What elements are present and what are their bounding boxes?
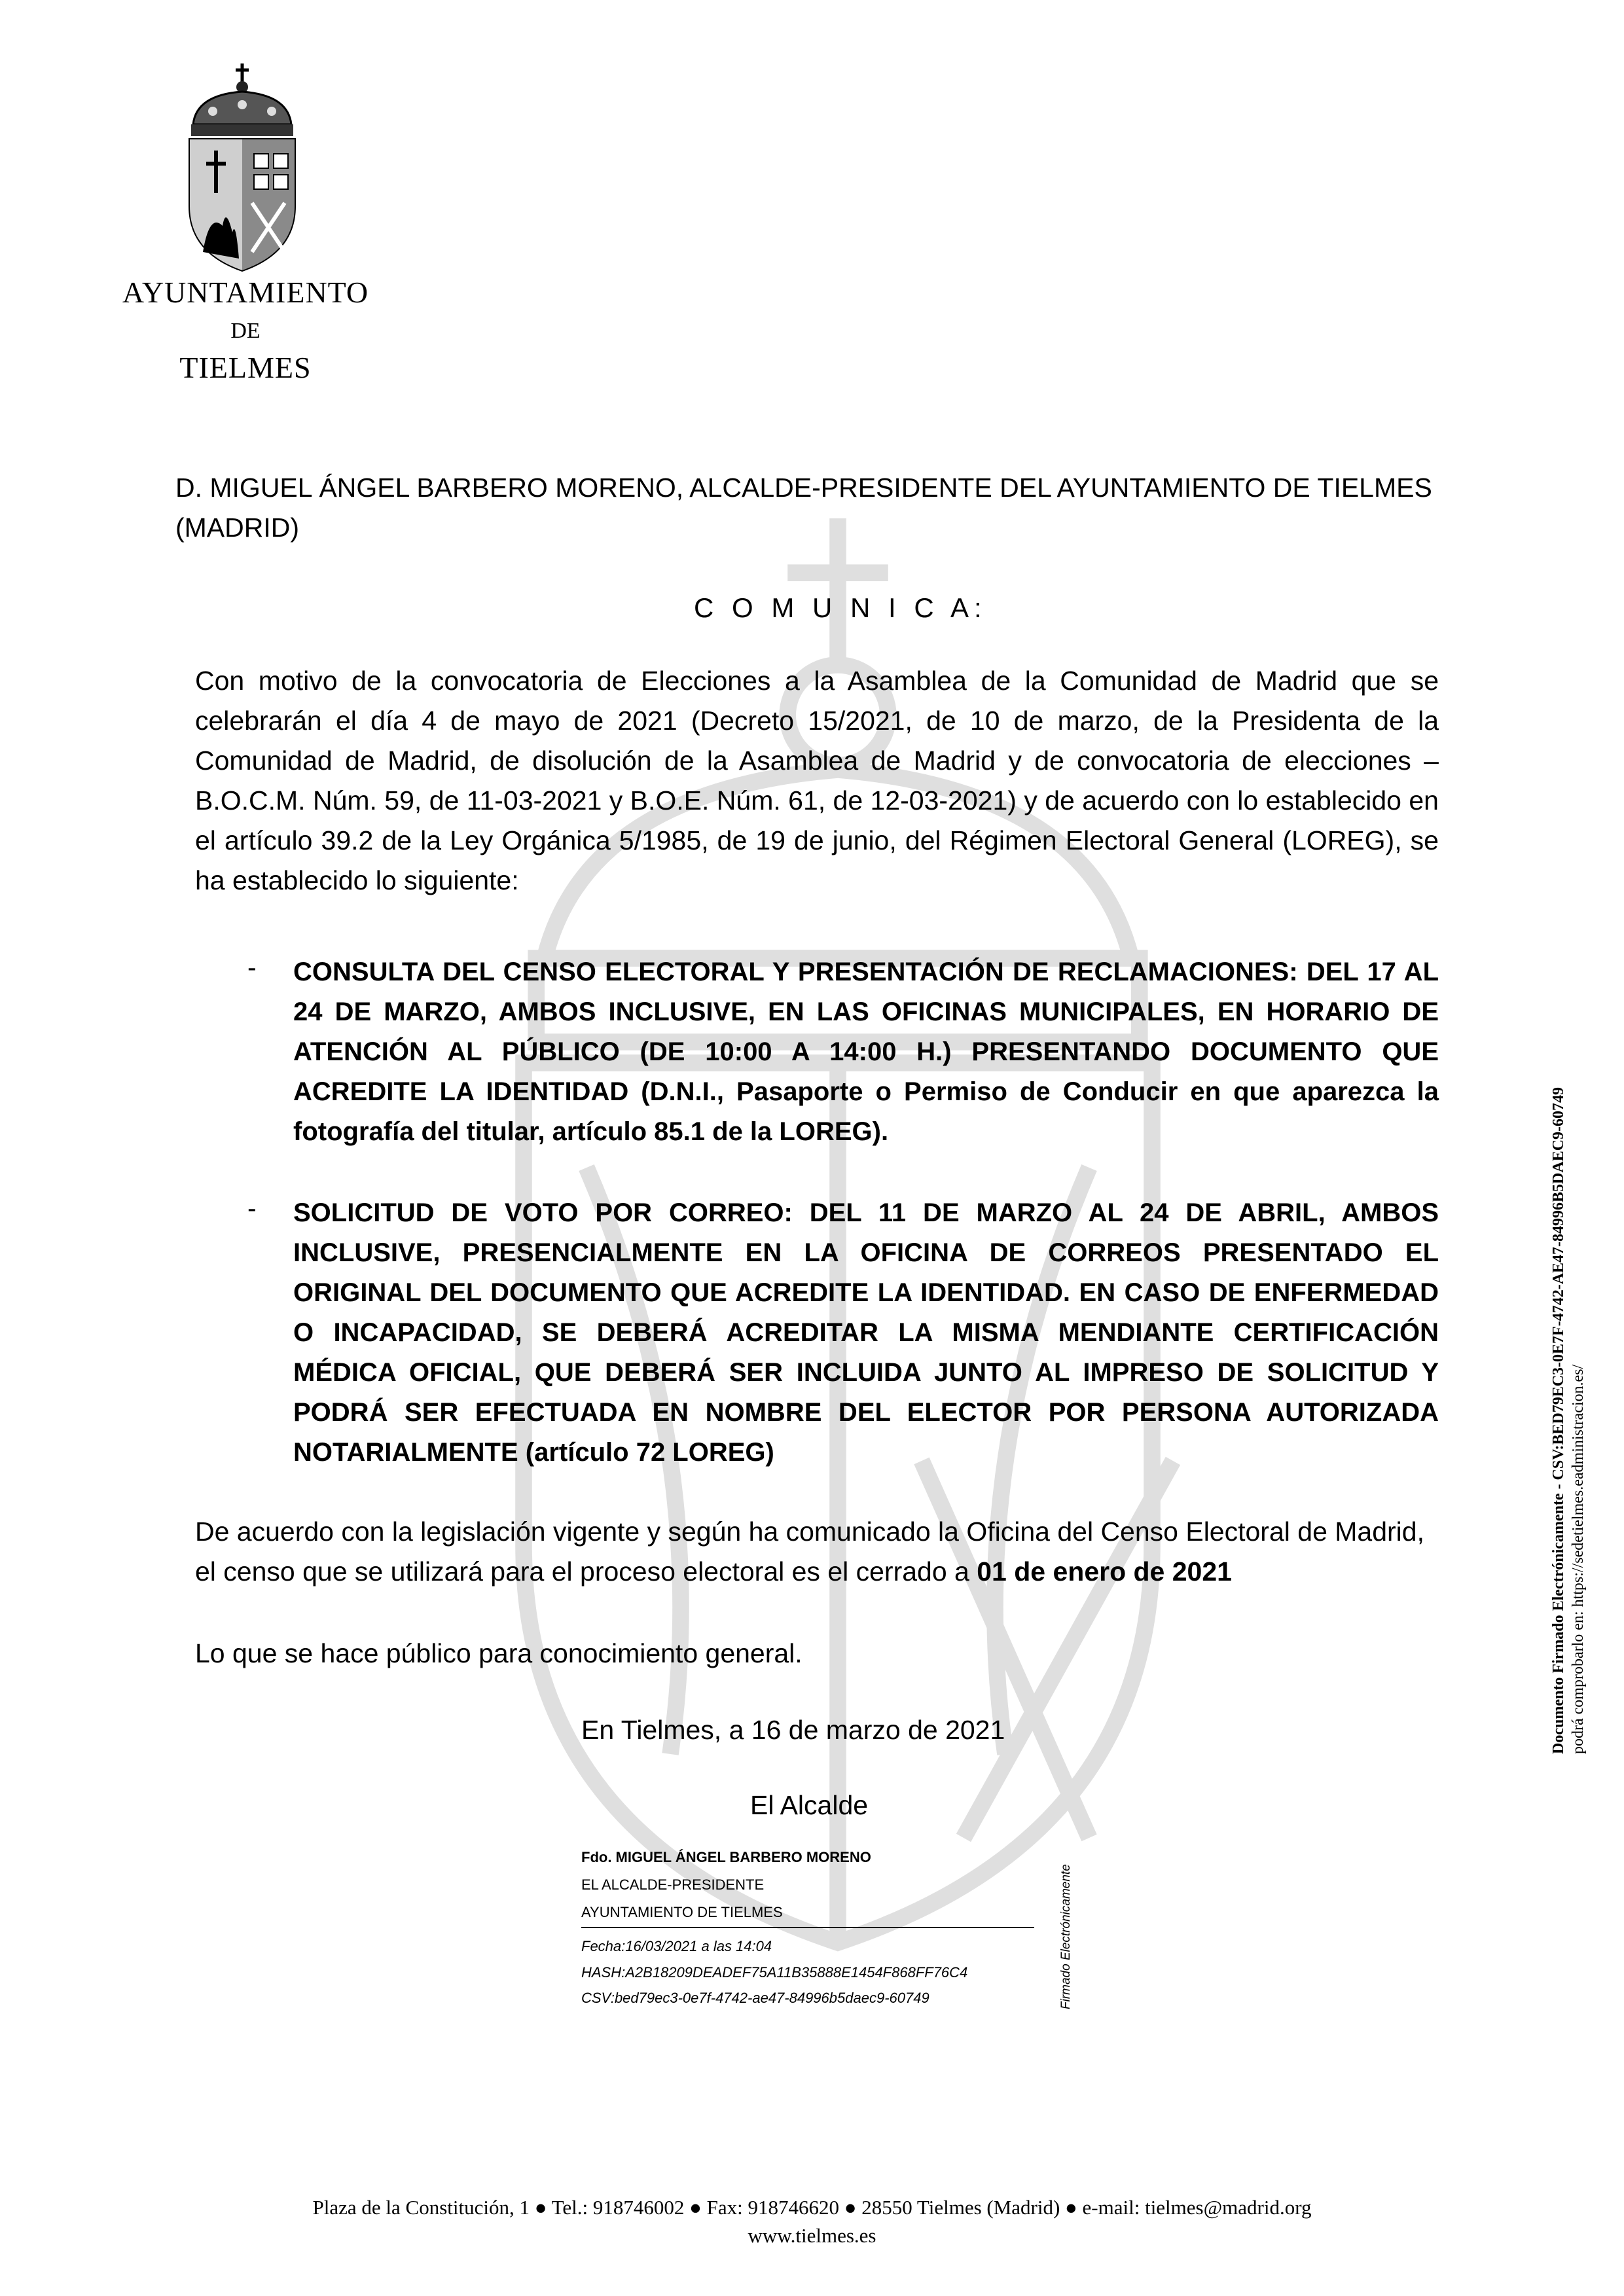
census-paragraph-text: De acuerdo con la legislación vigente y según ha comunicado la Oficina del Censo Electoral de Madrid, el censo que se utilizará para el proceso electoral es el cerrado a xyxy=(195,1516,1424,1587)
census-date: 01 de enero de 2021 xyxy=(977,1556,1232,1587)
bullet-census-consultation: CONSULTA DEL CENSO ELECTORAL Y PRESENTACIÓN DE RECLAMACIONES: DEL 17 AL 24 DE MARZO, AMBOS INCLUSIVE, EN LAS OFICINAS MUNICIPALES, EN HORARIO DE ATENCIÓN AL PÚBLICO (DE 10:00 A 14:00 H.) PRESENTANDO DOCUMENTO QUE ACREDITE LA IDENTIDAD (D.N.I., Pasaporte o Permiso de Conducir en que aparezca la fotografía del titular, artículo 85.1 de la LOREG). xyxy=(293,958,1439,1146)
org-name-line3: TIELMES xyxy=(179,351,312,384)
footer-website[interactable]: www.tielmes.es xyxy=(748,2224,876,2247)
org-name-line1: AYUNTAMIENTO xyxy=(122,276,369,309)
signature-divider xyxy=(581,1927,1034,1928)
closing-paragraph: Lo que se hace público para conocimiento general. xyxy=(195,1638,803,1668)
org-name-line2: DE xyxy=(230,319,261,343)
footer-contact: Plaza de la Constitución, 1 ● Tel.: 918746002 ● Fax: 918746620 ● 28550 Tielmes (Madrid) ● e-mail: tielmes@madrid.org xyxy=(312,2196,1312,2219)
signed-electronically-note: Firmado Electrónicamente xyxy=(1059,1864,1073,2009)
bullet-marker: - xyxy=(247,952,257,982)
intro-paragraph: Con motivo de la convocatoria de Elecciones a la Asamblea de la Comunidad de Madrid que se celebrarán el día 4 de mayo de 2021 (Decreto 15/2021, de 10 de marzo, de la Presidenta de la Comunidad de Madrid, de disolución de la Asamblea de Madrid y de convocatoria de elecciones – B.O.C.M. Núm. 59, de 11-03-2021 y B.O.E. Núm. 61, de 12-03-2021) y de acuerdo con lo establecido en el artículo 39.2 de la Ley Orgánica 5/1985, de 19 de junio, del Régimen Electoral General (LOREG), se ha establecido lo siguiente: xyxy=(195,666,1439,895)
signature-hash: HASH:A2B18209DEADEF75A11B35888E1454F868FF76C4 xyxy=(581,1964,968,1981)
comunica-title: C O M U N I C A: xyxy=(694,592,987,623)
side-stamp-csv: Documento Firmado Electrónicamente - CSV:BED79EC3-0E7F-4742-AE47-84996B5DAEC9-60749 xyxy=(1550,1086,1567,1754)
signature-name: Fdo. MIGUEL ÁNGEL BARBERO MORENO xyxy=(581,1849,871,1865)
bullet-marker: - xyxy=(247,1193,257,1223)
signature-org: AYUNTAMIENTO DE TIELMES xyxy=(581,1904,783,1920)
signature-date: Fecha:16/03/2021 a las 14:04 xyxy=(581,1938,772,1954)
coat-of-arms-logo xyxy=(177,62,308,272)
document-heading: D. MIGUEL ÁNGEL BARBERO MORENO, ALCALDE-PRESIDENTE DEL AYUNTAMIENTO DE TIELMES (MADRID) xyxy=(175,473,1432,543)
census-paragraph xyxy=(195,1512,1445,1592)
signer-title: El Alcalde xyxy=(750,1790,869,1820)
place-date: En Tielmes, a 16 de marzo de 2021 xyxy=(581,1715,1005,1745)
signature-csv: CSV:bed79ec3-0e7f-4742-ae47-84996b5daec9-60749 xyxy=(581,1990,929,2006)
side-stamp-verify-link[interactable]: podrá comprobarlo en: https://sedetielmes.eadministracion.es/ xyxy=(1570,1364,1587,1754)
bullet-postal-vote: SOLICITUD DE VOTO POR CORREO: DEL 11 DE MARZO AL 24 DE ABRIL, AMBOS INCLUSIVE, PRESENCIALMENTE EN LA OFICINA DE CORREOS PRESENTADO EL ORIGINAL DEL DOCUMENTO QUE ACREDITE LA IDENTIDAD. EN CASO DE ENFERMEDAD O INCAPACIDAD, SE DEBERÁ ACREDITAR LA MISMA MENDIANTE CERTIFICACIÓN MÉDICA OFICIAL, QUE DEBERÁ SER INCLUIDA JUNTO AL IMPRESO DE SOLICITUD Y PODRÁ SER EFECTUADA EN NOMBRE DEL ELECTOR POR PERSONA AUTORIZADA NOTARIALMENTE (artículo 72 LOREG) xyxy=(293,1198,1439,1467)
signature-role: EL ALCALDE-PRESIDENTE xyxy=(581,1876,765,1893)
